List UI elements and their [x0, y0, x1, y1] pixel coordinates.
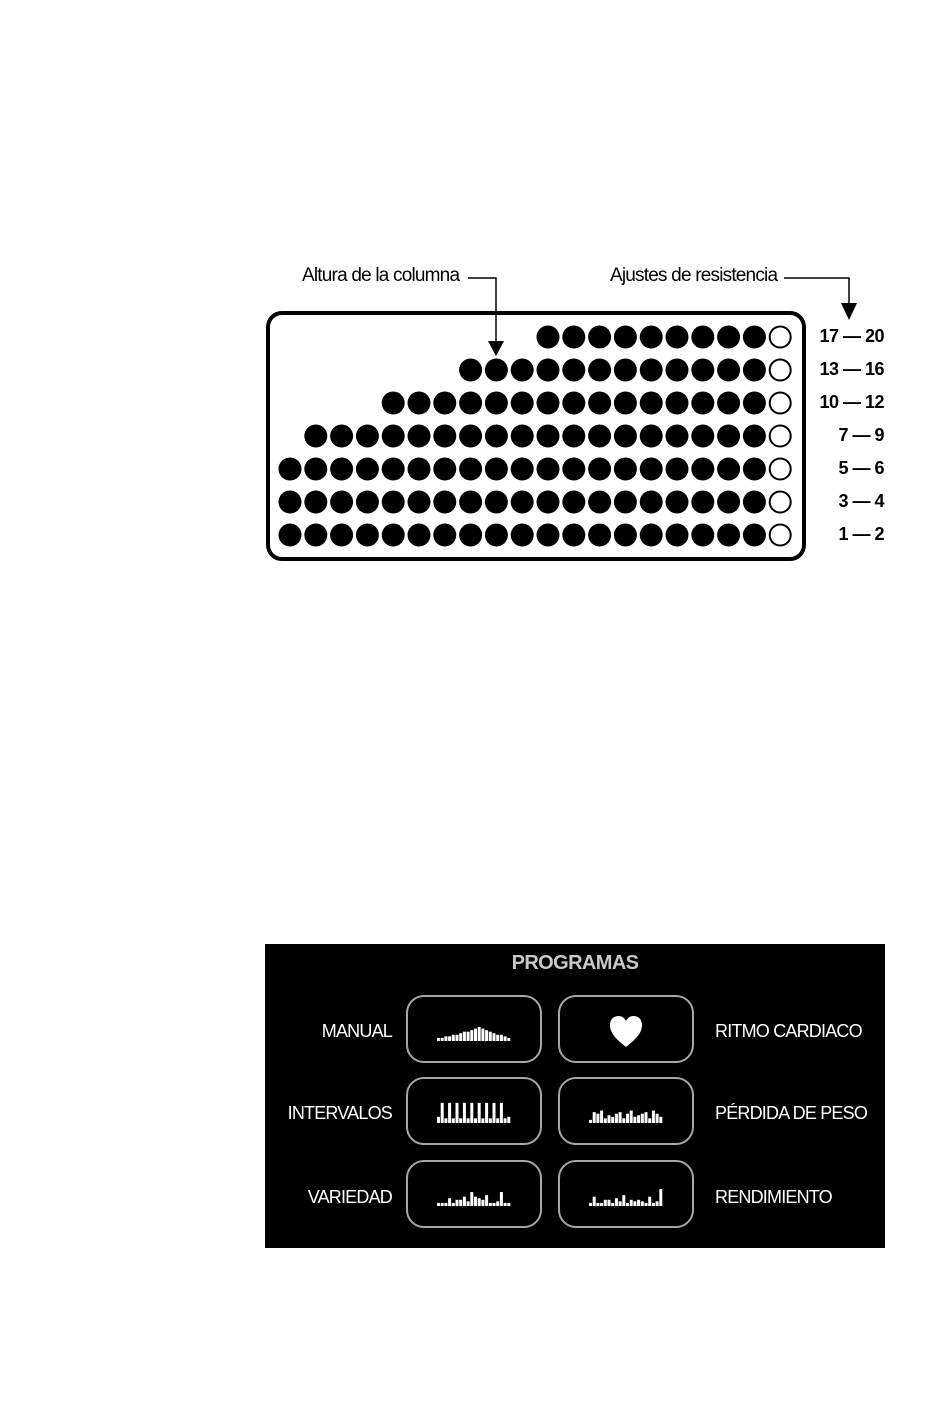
filled-dot [485, 491, 508, 514]
profile-bar [604, 1118, 607, 1123]
profile-bar [645, 1203, 648, 1206]
profile-bar [441, 1038, 444, 1041]
profile-bar [452, 1035, 455, 1041]
filled-dot [588, 425, 611, 448]
profile-bar [652, 1203, 655, 1206]
profile-bar [437, 1038, 440, 1041]
filled-dot [537, 359, 560, 382]
profile-bar [444, 1203, 447, 1206]
profile-bar [496, 1035, 499, 1041]
profile-bar [600, 1203, 603, 1206]
filled-dot [511, 524, 534, 547]
profile-bar [593, 1197, 596, 1206]
profile-bar [474, 1029, 477, 1041]
profile-bar [615, 1198, 618, 1206]
profile-bar [493, 1203, 496, 1206]
profile-bar [463, 1103, 466, 1123]
filled-dot [485, 458, 508, 481]
heart-icon [560, 997, 692, 1061]
empty-dot [770, 459, 791, 480]
manual-button[interactable] [406, 995, 542, 1063]
column-height-callout: Altura de la columna [302, 265, 460, 286]
filled-dot [614, 359, 637, 382]
profile-bar [641, 1201, 644, 1206]
performance-button[interactable] [558, 1160, 694, 1228]
filled-dot [459, 392, 482, 415]
filled-dot [433, 458, 456, 481]
range-label: 5 — 6 [838, 458, 884, 478]
filled-dot [382, 524, 405, 547]
profile-bar [496, 1118, 499, 1123]
programs-title: PROGRAMAS [511, 952, 639, 974]
filled-dot [279, 491, 302, 514]
profile-bar [448, 1103, 451, 1123]
filled-dot [562, 326, 585, 349]
empty-dot [770, 492, 791, 513]
profile-bar [648, 1118, 651, 1123]
profile-bar [481, 1029, 484, 1041]
filled-dot [691, 524, 714, 547]
profile-bar [467, 1118, 470, 1123]
profile-bar [478, 1027, 481, 1041]
filled-dot [382, 458, 405, 481]
profile-bar [493, 1033, 496, 1041]
profile-bar [641, 1114, 644, 1123]
profile-bar [619, 1201, 622, 1206]
filled-dot [562, 458, 585, 481]
filled-dot [666, 491, 689, 514]
filled-dot [511, 359, 534, 382]
range-label: 13 — 16 [819, 359, 884, 379]
range-label: 10 — 12 [819, 392, 884, 412]
filled-dot [562, 392, 585, 415]
filled-dot [537, 458, 560, 481]
filled-dot [614, 491, 637, 514]
profile-bar [448, 1036, 451, 1041]
profile-bar [593, 1112, 596, 1123]
empty-dot [770, 426, 791, 447]
profile-bar [659, 1189, 662, 1206]
filled-dot [459, 458, 482, 481]
profile-bar [456, 1200, 459, 1206]
filled-dot [356, 491, 379, 514]
performance-profile-icon [560, 1162, 692, 1226]
profile-bar [622, 1118, 625, 1123]
intervals-label: INTERVALOS [287, 1103, 392, 1123]
filled-dot [640, 326, 663, 349]
range-label: 1 — 2 [838, 524, 884, 544]
resistance-settings-callout: Ajustes de resistencia [610, 265, 778, 286]
filled-dot [717, 425, 740, 448]
filled-dot [588, 326, 611, 349]
profile-bar [481, 1200, 484, 1206]
filled-dot [459, 524, 482, 547]
range-label: 7 — 9 [838, 425, 884, 445]
filled-dot [691, 458, 714, 481]
filled-dot [408, 425, 431, 448]
filled-dot [408, 524, 431, 547]
filled-dot [433, 392, 456, 415]
profile-bar [474, 1197, 477, 1206]
range-label: 17 — 20 [819, 326, 884, 346]
profile-bar [589, 1120, 592, 1123]
profile-bar [630, 1200, 633, 1206]
filled-dot [304, 425, 327, 448]
profile-bar [444, 1118, 447, 1123]
heart-rate-button[interactable] [558, 995, 694, 1063]
profile-bar [485, 1030, 488, 1041]
filled-dot [433, 491, 456, 514]
filled-dot [666, 425, 689, 448]
profile-bar [474, 1118, 477, 1123]
filled-dot [717, 359, 740, 382]
filled-dot [743, 425, 766, 448]
filled-dot [408, 392, 431, 415]
profile-bar [444, 1036, 447, 1041]
filled-dot [562, 359, 585, 382]
filled-dot [459, 491, 482, 514]
profile-bar [507, 1038, 510, 1041]
filled-dot [691, 425, 714, 448]
filled-dot [485, 425, 508, 448]
filled-dot [537, 425, 560, 448]
profile-bar [622, 1195, 625, 1206]
range-label: 3 — 4 [838, 491, 884, 511]
filled-dot [691, 359, 714, 382]
profile-bar [633, 1201, 636, 1206]
filled-dot [459, 359, 482, 382]
filled-dot [537, 524, 560, 547]
profile-bar [619, 1112, 622, 1123]
profile-bar [659, 1117, 662, 1123]
filled-dot [330, 425, 353, 448]
filled-dot [408, 458, 431, 481]
filled-dot [562, 491, 585, 514]
filled-dot [717, 392, 740, 415]
profile-bar [600, 1111, 603, 1123]
profile-bar [611, 1117, 614, 1123]
filled-dot [614, 524, 637, 547]
profile-bar [459, 1118, 462, 1123]
filled-dot [382, 392, 405, 415]
filled-dot [330, 458, 353, 481]
filled-dot [666, 326, 689, 349]
filled-dot [614, 458, 637, 481]
filled-dot [485, 392, 508, 415]
filled-dot [743, 392, 766, 415]
filled-dot [588, 458, 611, 481]
heart-rate-label: RITMO CARDIACO [715, 1021, 862, 1041]
profile-bar [459, 1200, 462, 1206]
filled-dot [459, 425, 482, 448]
filled-dot [743, 458, 766, 481]
performance-label: RENDIMIENTO [715, 1187, 832, 1207]
filled-dot [743, 359, 766, 382]
empty-dot [770, 360, 791, 381]
filled-dot [640, 392, 663, 415]
profile-bar [489, 1118, 492, 1123]
filled-dot [666, 458, 689, 481]
filled-dot [408, 491, 431, 514]
filled-dot [691, 392, 714, 415]
profile-bar [504, 1036, 507, 1041]
profile-bar [652, 1111, 655, 1123]
profile-bar [626, 1114, 629, 1123]
filled-dot [717, 458, 740, 481]
filled-dot [640, 458, 663, 481]
profile-bar [489, 1203, 492, 1206]
profile-bar [496, 1201, 499, 1206]
filled-dot [717, 524, 740, 547]
filled-dot [743, 326, 766, 349]
profile-bar [504, 1203, 507, 1206]
empty-dot [770, 525, 791, 546]
profile-bar [504, 1118, 507, 1123]
filled-dot [511, 392, 534, 415]
filled-dot [614, 326, 637, 349]
profile-bar [459, 1033, 462, 1041]
filled-dot [433, 425, 456, 448]
filled-dot [356, 524, 379, 547]
filled-dot [640, 491, 663, 514]
filled-dot [614, 392, 637, 415]
manual-profile-icon [408, 997, 540, 1061]
filled-dot [717, 491, 740, 514]
filled-dot [691, 491, 714, 514]
profile-bar [441, 1103, 444, 1123]
filled-dot [588, 524, 611, 547]
weight-loss-profile-icon [560, 1079, 692, 1143]
profile-bar [507, 1117, 510, 1123]
profile-bar [615, 1114, 618, 1123]
profile-bar [467, 1201, 470, 1206]
profile-bar [500, 1035, 503, 1041]
profile-bar [507, 1203, 510, 1206]
profile-bar [456, 1103, 459, 1123]
filled-dot [666, 524, 689, 547]
profile-bar [604, 1200, 607, 1206]
filled-dot [588, 392, 611, 415]
profile-bar [633, 1117, 636, 1123]
profile-bar [478, 1198, 481, 1206]
programs-panel [265, 944, 885, 1248]
variety-button[interactable] [406, 1160, 542, 1228]
filled-dot [433, 524, 456, 547]
profile-bar [596, 1203, 599, 1206]
profile-bar [470, 1030, 473, 1041]
filled-dot [537, 392, 560, 415]
empty-dot [770, 393, 791, 414]
profile-bar [437, 1117, 440, 1123]
filled-dot [485, 524, 508, 547]
profile-bar [626, 1203, 629, 1206]
filled-dot [511, 491, 534, 514]
filled-dot [614, 425, 637, 448]
filled-dot [485, 359, 508, 382]
profile-bar [611, 1203, 614, 1206]
filled-dot [356, 425, 379, 448]
profile-bar [608, 1115, 611, 1123]
filled-dot [279, 458, 302, 481]
filled-dot [537, 491, 560, 514]
resistance-dot-matrix [0, 0, 950, 600]
filled-dot [666, 392, 689, 415]
profile-bar [656, 1114, 659, 1123]
profile-bar [478, 1103, 481, 1123]
filled-dot [562, 425, 585, 448]
filled-dot [511, 425, 534, 448]
weight-loss-button[interactable] [558, 1077, 694, 1145]
filled-dot [640, 524, 663, 547]
profile-bar [637, 1200, 640, 1206]
filled-dot [743, 524, 766, 547]
filled-dot [382, 425, 405, 448]
profile-bar [608, 1200, 611, 1206]
filled-dot [588, 359, 611, 382]
filled-dot [691, 326, 714, 349]
filled-dot [562, 524, 585, 547]
filled-dot [330, 524, 353, 547]
filled-dot [304, 524, 327, 547]
profile-bar [448, 1198, 451, 1206]
profile-bar [463, 1197, 466, 1206]
profile-bar [656, 1201, 659, 1206]
profile-bar [489, 1032, 492, 1041]
filled-dot [640, 425, 663, 448]
profile-bar [596, 1114, 599, 1123]
filled-dot [279, 524, 302, 547]
filled-dot [356, 458, 379, 481]
manual-label: MANUAL [321, 1021, 392, 1041]
profile-bar [500, 1103, 503, 1123]
filled-dot [640, 359, 663, 382]
profile-bar [470, 1103, 473, 1123]
empty-dot [770, 327, 791, 348]
filled-dot [330, 491, 353, 514]
profile-bar [481, 1118, 484, 1123]
profile-bar [463, 1032, 466, 1041]
weight-loss-label: PÉRDIDA DE PESO [715, 1103, 868, 1123]
profile-bar [452, 1203, 455, 1206]
variety-profile-icon [408, 1162, 540, 1226]
profile-bar [648, 1197, 651, 1206]
profile-bar [467, 1032, 470, 1041]
filled-dot [537, 326, 560, 349]
filled-dot [382, 491, 405, 514]
profile-bar [493, 1103, 496, 1123]
filled-dot [743, 491, 766, 514]
filled-dot [588, 491, 611, 514]
profile-bar [500, 1192, 503, 1206]
filled-dot [717, 326, 740, 349]
profile-bar [630, 1111, 633, 1123]
profile-bar [470, 1192, 473, 1206]
interval-profile-icon [408, 1079, 540, 1143]
filled-dot [511, 458, 534, 481]
profile-bar [441, 1203, 444, 1206]
profile-bar [485, 1195, 488, 1206]
filled-dot [304, 458, 327, 481]
profile-bar [485, 1103, 488, 1123]
variety-label: VARIEDAD [307, 1187, 392, 1207]
intervals-button[interactable] [406, 1077, 542, 1145]
profile-bar [452, 1118, 455, 1123]
profile-bar [645, 1112, 648, 1123]
profile-bar [589, 1203, 592, 1206]
profile-bar [437, 1203, 440, 1206]
profile-bar [456, 1035, 459, 1041]
filled-dot [304, 491, 327, 514]
profile-bar [637, 1115, 640, 1123]
filled-dot [666, 359, 689, 382]
